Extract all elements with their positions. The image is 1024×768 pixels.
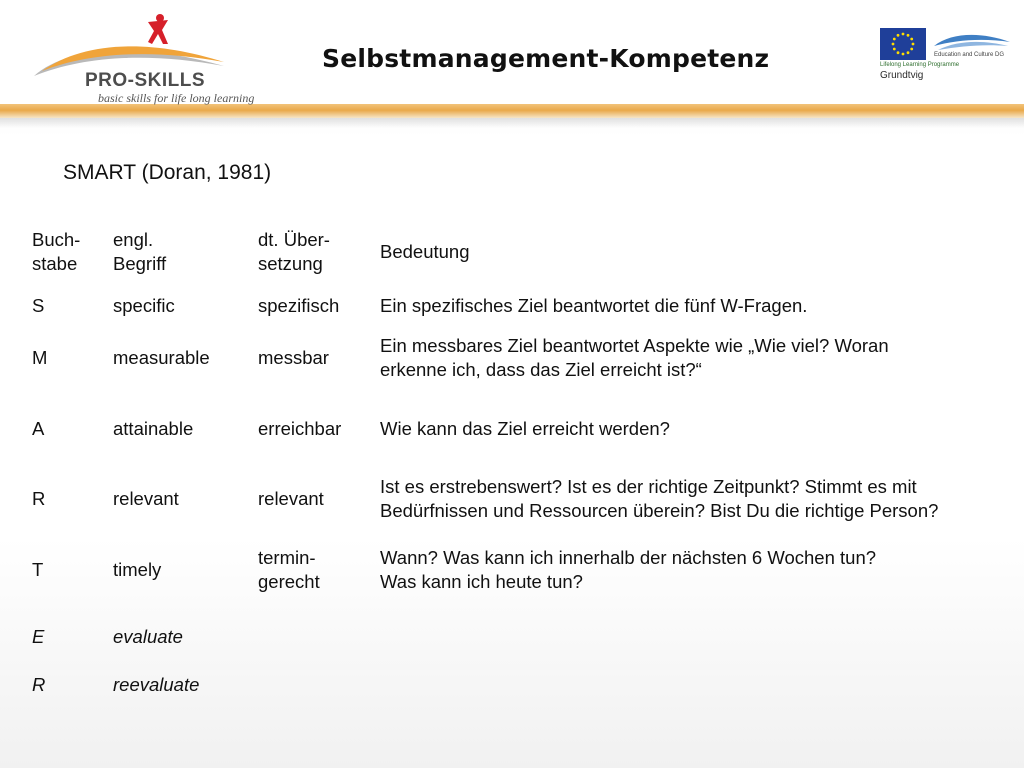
row-letter: R — [32, 674, 46, 695]
eu-lifelong-line: Lifelong Learning Programme — [880, 62, 960, 68]
row-english: relevant — [113, 488, 179, 509]
header-accent-bar — [0, 104, 1024, 118]
row-german-line: gerecht — [258, 571, 320, 592]
pro-skills-logo — [28, 8, 258, 103]
row-german-line: termin- — [258, 547, 316, 568]
row-meaning — [380, 475, 938, 523]
logo-name: PRO-SKILLS — [85, 70, 206, 91]
header-letter — [32, 228, 80, 276]
page-title: Selbstmanagement-Kompetenz — [322, 44, 770, 73]
eu-flag-icon — [880, 28, 926, 60]
row-meaning-line: Was kann ich heute tun? — [380, 571, 583, 592]
row-meaning — [380, 546, 876, 594]
row-meaning-line: Wann? Was kann ich innerhalb der nächsten 6 Wochen tun? — [380, 547, 877, 568]
row-german: messbar — [258, 347, 329, 368]
row-meaning-line: Bedürfnissen und Ressourcen überein? Bist Du die richtige Person? — [380, 500, 939, 521]
row-letter: R — [32, 488, 46, 509]
header-german-line: setzung — [258, 253, 323, 274]
header-meaning: Bedeutung — [380, 241, 470, 262]
row-meaning: Ein spezifisches Ziel beantwortet die fünf W-Fragen. — [380, 295, 808, 316]
header-letter-line: stabe — [32, 253, 78, 274]
row-letter: A — [32, 418, 45, 439]
row-english: measurable — [113, 347, 210, 368]
row-english: evaluate — [113, 626, 183, 647]
row-german: spezifisch — [258, 295, 340, 316]
row-german: erreichbar — [258, 418, 342, 439]
row-meaning — [380, 334, 889, 382]
row-meaning: Wie kann das Ziel erreicht werden? — [380, 418, 670, 439]
row-english: reevaluate — [113, 674, 200, 695]
row-letter: E — [32, 626, 45, 647]
subtitle: SMART (Doran, 1981) — [63, 161, 272, 184]
row-letter: T — [32, 559, 44, 580]
eu-lifelong-learning-logo — [878, 26, 1018, 86]
row-german: relevant — [258, 488, 324, 509]
row-english: specific — [113, 295, 175, 316]
eu-program-line: Education and Culture DG — [934, 52, 1005, 58]
header-shadow — [0, 118, 1024, 128]
header-letter-line: Buch- — [32, 229, 81, 250]
eu-program-name: Grundtvig — [880, 70, 924, 81]
header-english — [113, 228, 166, 276]
row-german — [258, 546, 320, 594]
row-english: attainable — [113, 418, 194, 439]
row-letter: M — [32, 347, 48, 368]
header-english-line: engl. — [113, 229, 154, 250]
header-german-line: dt. Über- — [258, 229, 330, 250]
row-english: timely — [113, 559, 162, 580]
row-letter: S — [32, 295, 45, 316]
row-meaning-line: Ein messbares Ziel beantwortet Aspekte wie „Wie viel? Woran — [380, 335, 889, 356]
header-german — [258, 228, 330, 276]
row-meaning-line: Ist es erstrebenswert? Ist es der richtige Zeitpunkt? Stimmt es mit — [380, 476, 917, 497]
logo-tagline: basic skills for life long learning — [98, 91, 255, 105]
row-meaning-line: erkenne ich, dass das Ziel erreicht ist?“ — [380, 359, 702, 380]
header-english-line: Begriff — [113, 253, 167, 274]
